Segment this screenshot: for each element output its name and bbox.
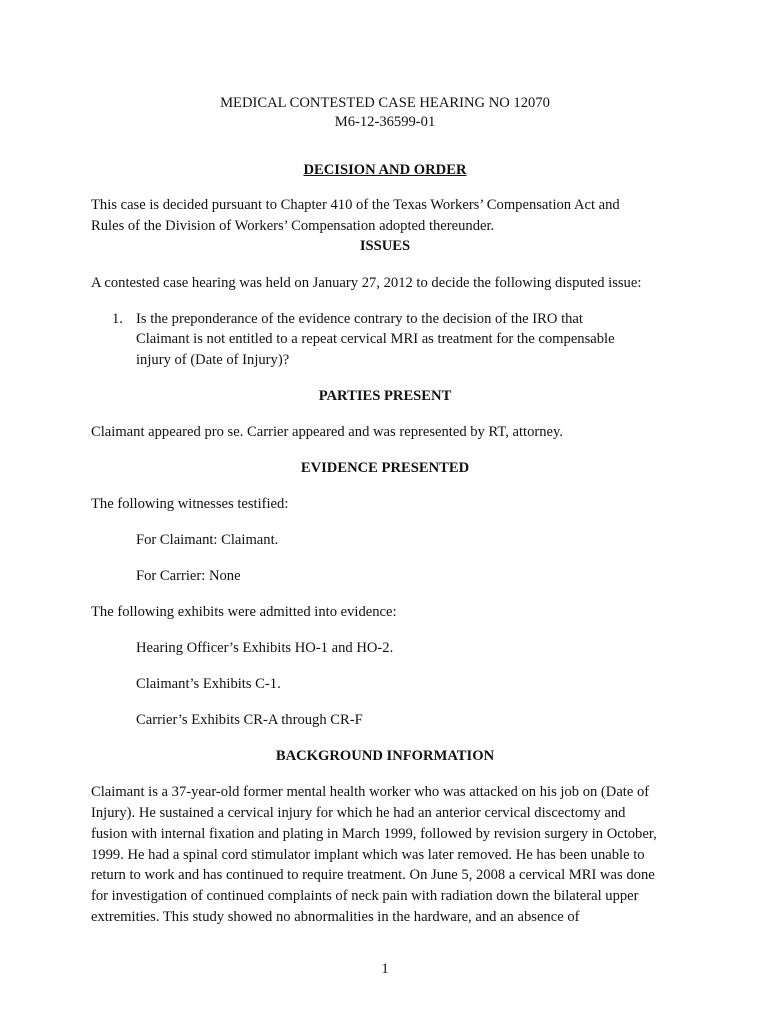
issue-item-number: 1.: [112, 311, 123, 327]
issues-heading: ISSUES: [359, 238, 411, 254]
issue-item-line: Claimant is not entitled to a repeat cervical MRI as treatment for the compensable: [136, 331, 615, 347]
issues-intro: A contested case hearing was held on January 27, 2012 to decide the following disputed issue:: [91, 275, 642, 291]
background-text-line: return to work and has continued to require treatment. On June 5, 2008 a cervical MRI was done: [91, 867, 655, 883]
exhibit-intro: The following exhibits were admitted into evidence:: [91, 604, 397, 620]
issue-item-line: Is the preponderance of the evidence contrary to the decision of the IRO that: [136, 311, 583, 327]
parties-heading: PARTIES PRESENT: [318, 388, 452, 404]
background-text-line: 1999. He had a spinal cord stimulator implant which was later removed. He has been unable to: [91, 847, 645, 863]
witness-claimant: For Claimant: Claimant.: [136, 532, 279, 548]
decision-heading: DECISION AND ORDER: [303, 162, 467, 178]
case-title: MEDICAL CONTESTED CASE HEARING NO 12070: [220, 95, 550, 111]
background-heading: BACKGROUND INFORMATION: [275, 748, 495, 764]
case-number: M6-12-36599-01: [334, 114, 436, 130]
background-text-line: Claimant is a 37-year-old former mental health worker who was attacked on his job on (Date of: [91, 784, 650, 800]
exhibit-hearing-officer: Hearing Officer’s Exhibits HO-1 and HO-2.: [136, 640, 394, 656]
issue-item-line: injury of (Date of Injury)?: [136, 352, 290, 368]
exhibit-carrier: Carrier’s Exhibits CR-A through CR-F: [136, 712, 363, 728]
decision-text-line: Rules of the Division of Workers’ Compensation adopted thereunder.: [91, 218, 495, 234]
background-text-line: extremities. This study showed no abnormalities in the hardware, and an absence of: [91, 909, 580, 925]
background-text-line: Injury). He sustained a cervical injury for which he had an anterior cervical discectomy and: [91, 805, 626, 821]
parties-text: Claimant appeared pro se. Carrier appeared and was represented by RT, attorney.: [91, 424, 564, 440]
background-text-line: for investigation of continued complaints of neck pain with radiation down the bilateral upper: [91, 888, 639, 904]
witness-intro: The following witnesses testified:: [91, 496, 289, 512]
page-number: 1: [381, 961, 389, 977]
exhibit-claimant: Claimant’s Exhibits C-1.: [136, 676, 281, 692]
evidence-heading: EVIDENCE PRESENTED: [300, 460, 470, 476]
background-text-line: fusion with internal fixation and plating in March 1999, followed by revision surgery in October,: [91, 826, 657, 842]
decision-text-line: This case is decided pursuant to Chapter 410 of the Texas Workers’ Compensation Act and: [91, 197, 620, 213]
witness-carrier: For Carrier: None: [136, 568, 241, 584]
